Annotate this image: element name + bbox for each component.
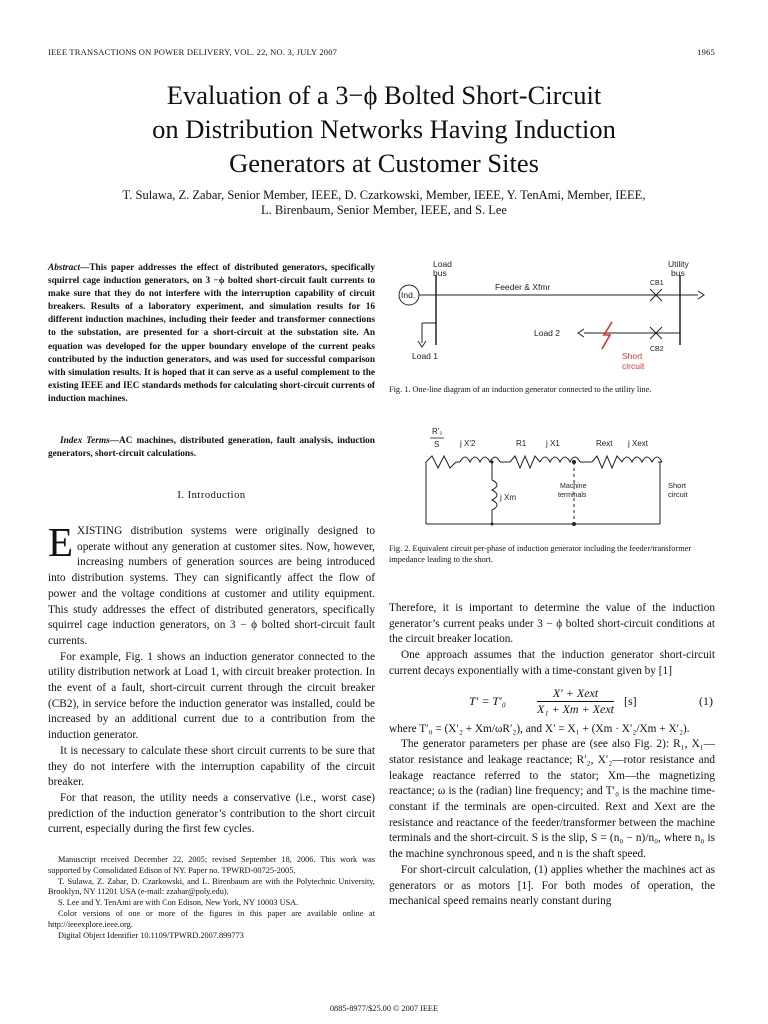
inductor-jxext xyxy=(622,457,662,462)
fig1-label-short-1: Short xyxy=(622,351,643,361)
introduction-body xyxy=(48,519,375,838)
intro-paragraph-2: For example, Fig. 1 shows an induction generator connected to the utility distribution network at Load 1, with circuit breaker protection. In the event of a fault, short-circuit current through the circuit breaker (CB2), in service before the induction generator was installed, could be increased by an additional current due to a contribution from the induction generator. xyxy=(48,650,375,742)
equation-unit: [s] xyxy=(624,693,637,708)
fig2-label-terminals-2: terminals xyxy=(558,492,587,499)
right-paragraph-3: where T′₀ = (X′₂ + Xm/ωR′₂), and X′ = X₁ + (Xm · X′₂/Xm + X′₂). xyxy=(389,722,690,735)
right-paragraph-4: The generator parameters per phase are (see also Fig. 2): R₁, X₁—stator resistance and leakage reactance; R′₂, X′₂—rotor resistance and leakage reactance referred to the stator; Xm—the magnetizing reactance; ω is the (radian) line frequency; and T′₀ is the machine time-constant if the terminals are open-circuited. Rext and Xext are the resistance and reactance of the feeder/transformer between the machine terminals and the short-circuit. S is the slip, S = (n₀ − n)/n₀, where n₀ is the machine synchronous speed, and n is the shaft speed. xyxy=(389,738,715,861)
abstract-text: —This paper addresses the effect of distributed generators, specifically squirrel cage induction generators, on 3 −ϕ bolted short-circuit fault currents to make sure that they do not interfere with the interruption capability of circuit breakers. Results of a laboratory experiment, and simulation results for 16 different induction machines, including their feeder and transformer connections to the substation, are presented for a short-circuit at the substation site. An equation was developed for the upper boundary envelope of the current peaks contributed by the induction generators, and was used for successful comparison with simulation results. It is hoped that it can serve as a useful complement to the existing IEEE and IEC standards methods for calculating short-circuit currents of induction machines. xyxy=(48,263,375,404)
author-line-2: L. Birenbaum, Senior Member, IEEE, and S. Lee xyxy=(261,203,507,217)
running-header-page-number: 1965 xyxy=(697,47,715,57)
fig1-label-load1: Load 1 xyxy=(412,351,438,361)
abstract xyxy=(48,262,375,406)
right-paragraph-5: For short-circuit calculation, (1) applies whether the machines act as generators or as motors [1]. For both modes of operation, the mechanical speed remains nearly constant during xyxy=(389,863,715,908)
equation-denominator: X₁ + Xm + Xext xyxy=(537,702,615,717)
intro-paragraph-3: It is necessary to calculate these short circuit currents to be sure that they do not interfere with the interruption capability of the circuit breaker. xyxy=(48,744,375,789)
fig2-label-jxext: j Xext xyxy=(628,439,649,448)
index-terms-text: —AC machines, distributed generation, fault analysis, induction generators, short-circuit calculations. xyxy=(48,436,375,460)
fig1-label-load-bus-2: bus xyxy=(433,268,447,278)
equation-number: (1) xyxy=(699,693,713,708)
fig1-label-load2: Load 2 xyxy=(534,328,560,338)
resistor-r2s xyxy=(426,456,460,468)
right-paragraph-1: Therefore, it is important to determine the value of the induction generator’s current peaks under 3 − ϕ bolted short-circuit conditions at the circuit breaker location. xyxy=(389,602,715,646)
inductor-jx2 xyxy=(460,457,500,462)
abstract-label: Abstract xyxy=(48,263,81,273)
figure-2-circuit xyxy=(420,422,710,532)
right-column-body xyxy=(389,601,715,910)
title-line-3: Generators at Customer Sites xyxy=(229,148,539,178)
section-heading-introduction: I. Introduction xyxy=(177,490,246,501)
title-line-2: on Distribution Networks Having Induction xyxy=(152,114,616,144)
fig2-label-jx1: j X1 xyxy=(546,439,560,448)
running-header-journal: IEEE TRANSACTIONS ON POWER DELIVERY, VOL. 22, NO. 3, JULY 2007 xyxy=(48,47,338,57)
inductor-jxm xyxy=(492,480,497,510)
fig1-label-short-2: circuit xyxy=(622,361,645,371)
author-line-1: T. Sulawa, Z. Zabar, Senior Member, IEEE, D. Czarkowski, Member, IEEE, Y. TenAmi, Member, IEEE, xyxy=(122,188,646,202)
footnote-affiliation-1: T. Sulawa, Z. Zabar, D. Czarkowski, and L. Birenbaum are with the Polytechnic University, Brooklyn, NY 11201 USA (e-mail: zzabar@poly.edu). xyxy=(48,876,375,897)
fig1-label-utility-bus-1: Utility xyxy=(668,259,689,269)
fig2-label-r1: R1 xyxy=(516,439,527,448)
fig2-label-jxm: j Xm xyxy=(500,493,516,502)
fig1-label-cb2: CB2 xyxy=(650,346,664,353)
footnote-affiliation-2: S. Lee and Y. TenAmi are with Con Edison, New York, NY 10003 USA. xyxy=(58,898,299,908)
index-terms xyxy=(48,435,375,461)
fig2-label-r2: R'₂ xyxy=(432,427,443,436)
fig1-label-ind: Ind. xyxy=(401,290,416,300)
load-2-arrow xyxy=(578,329,584,337)
fig2-label-terminals-1: Machine xyxy=(560,483,587,490)
equation-numerator: X′ + Xext xyxy=(537,686,614,703)
paper-title xyxy=(40,78,728,180)
equation-lhs: T′ = T′₀ xyxy=(469,693,506,708)
title-line-1: Evaluation of a 3−ϕ Bolted Short-Circuit xyxy=(166,80,602,110)
fig2-label-short-1: Short xyxy=(668,481,686,490)
fig2-label-rext: Rext xyxy=(596,439,613,448)
fig1-label-load-bus-1: Load xyxy=(433,259,452,269)
figure-2-caption: Fig. 2. Equivalent circuit per-phase of induction generator including the feeder/transformer impedance leading to the short. xyxy=(389,544,692,564)
fig1-label-feeder: Feeder & Xfmr xyxy=(495,282,551,292)
fig2-label-s: S xyxy=(434,440,440,449)
fig2-label-jx2: j X'2 xyxy=(460,439,476,448)
intro-paragraph-4: For that reason, the utility needs a conservative (i.e., worst case) prediction of the induction generator’s contribution to the short circuit current, especially during the first few cycles. xyxy=(48,791,375,836)
intro-paragraph-1: XISTING distribution systems were originally designed to operate without any generation at customer sites. Now, however, increasing numbers of generation sources are being introduced into distribution systems. They can significantly affect the flow of power and the voltage conditions at customer and utility equipment. This study addresses the effect of distributed generators, specifically squirrel cage induction generators, on 3 − ϕ bolted short-circuit fault currents. xyxy=(48,525,375,647)
fig1-label-cb1: CB1 xyxy=(650,280,664,287)
right-paragraph-2: One approach assumes that the induction generator short-circuit current decays exponentially with a time-constant given by [1] xyxy=(389,649,715,677)
footnote-color: Color versions of one or more of the figures in this paper are available online at http://ieeexplore.ieee.org. xyxy=(48,908,375,929)
fig2-label-short-2: circuit xyxy=(668,490,688,499)
resistor-r1 xyxy=(510,456,540,468)
short-circuit-bolt-icon xyxy=(602,322,612,349)
fig1-label-utility-bus-2: bus xyxy=(671,268,685,278)
footnote-doi: Digital Object Identifier 10.1109/TPWRD.2007.899773 xyxy=(58,930,244,940)
figure-1-diagram xyxy=(392,255,722,377)
equation-1 xyxy=(389,686,715,716)
resistor-rext xyxy=(592,456,622,468)
footnote-manuscript: Manuscript received December 22, 2005; revised September 18, 2006. This work was supported by Consolidated Edison of NY. Paper no. TPWRD-00725-2005. xyxy=(48,855,375,875)
copyright-footer: 0885-8977/$25.00 © 2007 IEEE xyxy=(329,1004,439,1013)
drop-cap: E xyxy=(48,519,74,565)
figure-1-caption: Fig. 1. One-line diagram of an induction generator connected to the utility line. xyxy=(389,385,652,394)
index-terms-label: Index Terms xyxy=(60,436,110,446)
author-list xyxy=(40,188,728,218)
footnotes xyxy=(48,855,375,941)
